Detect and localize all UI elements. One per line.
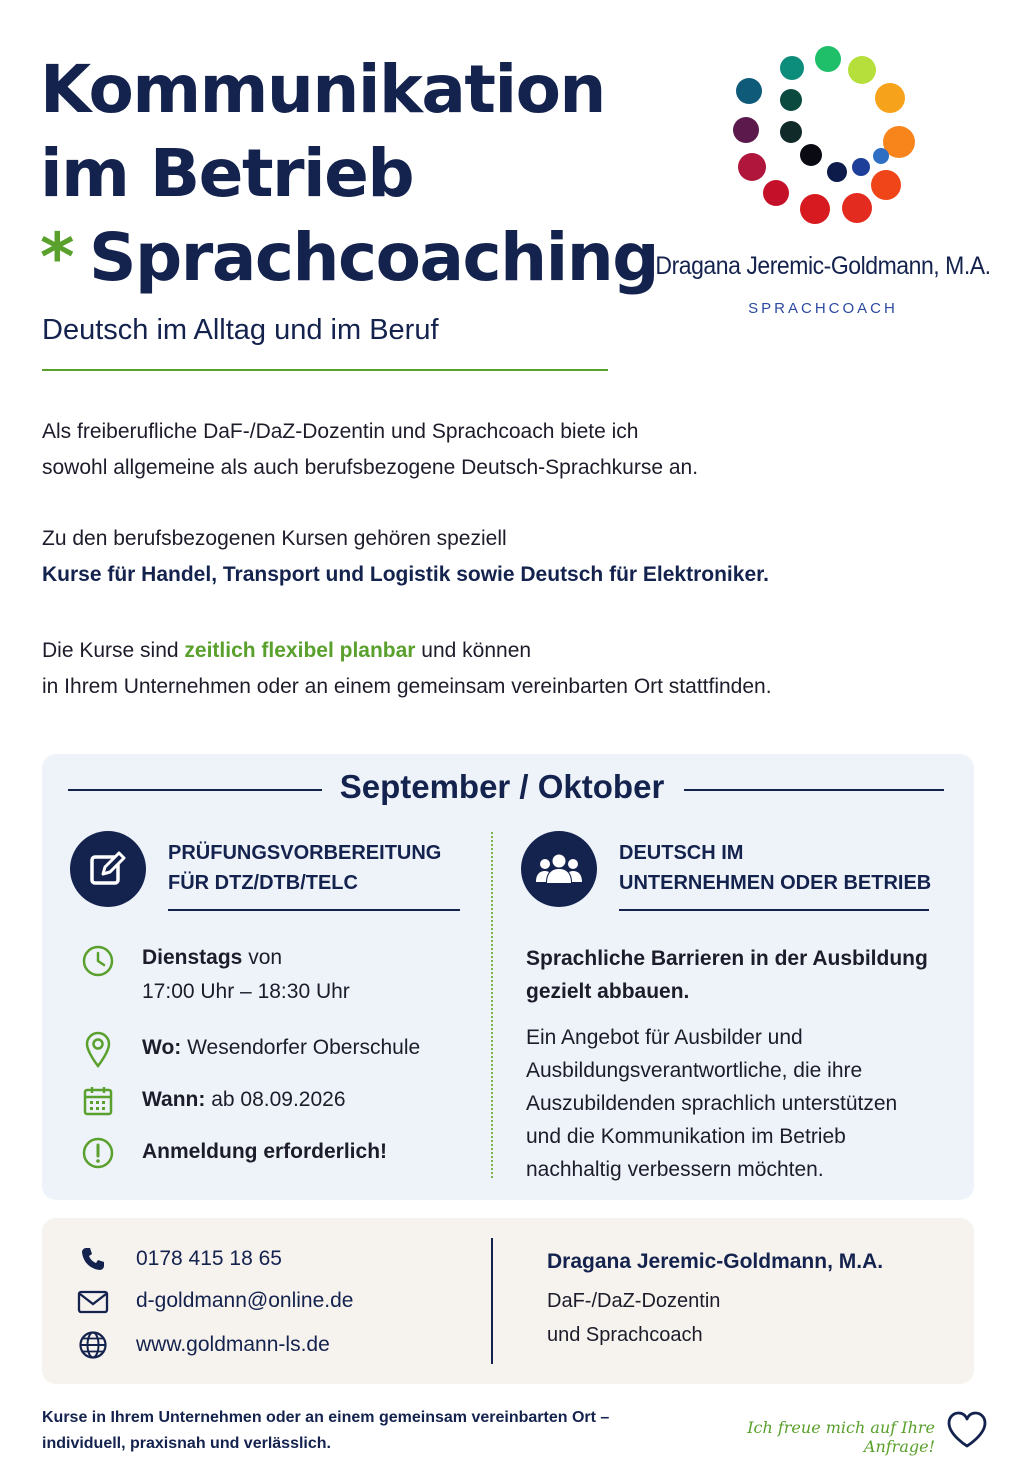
title-line-2: im Betrieb (40, 135, 414, 212)
group-icon (521, 831, 597, 907)
intro-paragraph-1 (42, 414, 698, 486)
intro-p1-line2: sowohl allgemeine als auch berufsbezogene Deutsch-Sprachkurse an. (42, 456, 699, 479)
intro-p2-line2 (42, 557, 769, 593)
title-star: * (40, 219, 74, 296)
title-line-3 (40, 216, 658, 300)
intro-paragraph-3 (42, 633, 772, 705)
period-rule-left (68, 789, 322, 791)
email-link[interactable]: d-goldmann@online.de (136, 1289, 354, 1312)
globe-icon (76, 1330, 110, 1360)
page-title (40, 48, 658, 300)
intro-p2-line1: Zu den berufsbezogenen Kursen gehören speziell (42, 527, 507, 550)
company-course-body-line3: Auszubildenden sprachlich unterstützen (526, 1092, 898, 1115)
contact-role-line1: DaF-/DaZ-Dozentin (547, 1290, 721, 1312)
company-course-heading-rule (619, 909, 929, 911)
company-course-body-line2: Ausbildungsverantwortliche, die ihre (526, 1059, 863, 1082)
company-course-lead-line1: Sprachliche Barrieren in der Ausbildung (526, 947, 928, 970)
date-value: ab 08.09.2026 (205, 1088, 346, 1111)
company-course-heading-line2: UNTERNEHMEN ODER BETRIEB (619, 872, 932, 894)
location-info (142, 1031, 420, 1065)
date-label: Wann: (142, 1088, 206, 1111)
mail-icon (76, 1287, 110, 1317)
website-link[interactable]: www.goldmann-ls.de (136, 1333, 330, 1356)
flexible-highlight: zeitlich flexibel planbar (184, 639, 416, 662)
registration-required: Anmeldung erforderlich! (142, 1140, 388, 1163)
contact-role-line2: und Sprachcoach (547, 1324, 703, 1346)
pencil-square-icon (70, 831, 146, 907)
logo-dots (725, 40, 925, 230)
calendar-icon (80, 1083, 116, 1119)
logo-name: Dragana Jeremic-Goldmann, M.A. (655, 252, 991, 280)
schedule-day-bold: Dienstags (142, 946, 243, 969)
logo-role: SPRACHCOACH (748, 300, 898, 317)
exclamation-icon (80, 1135, 116, 1171)
footer-tagline (42, 1405, 609, 1457)
footer-line1: Kurse in Ihrem Unternehmen oder an einem gemeinsam vereinbarten Ort – (42, 1409, 610, 1426)
date-info (142, 1083, 346, 1117)
title-line-1: Kommunikation (40, 51, 605, 128)
page-subtitle: Deutsch im Alltag und im Beruf (42, 314, 439, 346)
company-course-body-line1: Ein Angebot für Ausbilder und (526, 1026, 803, 1049)
intro-p3-post: und können (415, 639, 532, 662)
phone-icon (76, 1244, 110, 1274)
closing-note: Ich freue mich auf Ihre Anfrage! (747, 1418, 935, 1456)
period-rule-right (684, 789, 944, 791)
intro-paragraph-2 (42, 521, 769, 593)
heart-icon (946, 1410, 988, 1450)
exam-prep-heading-line1: PRÜFUNGSVORBEREITUNG (168, 842, 442, 864)
contact-divider (491, 1238, 493, 1364)
company-course-body-line5: nachhaltig verbessern möchten. (526, 1158, 824, 1181)
exam-prep-heading-rule (168, 909, 460, 911)
company-course-body-line4: und die Kommunikation im Betrieb (526, 1125, 846, 1148)
footer-line2: individuell, praxisnah und verlässlich. (42, 1435, 331, 1452)
company-course-heading (619, 838, 931, 898)
contact-name: Dragana Jeremic-Goldmann, M.A. (547, 1250, 884, 1273)
title-line-3-text: Sprachcoaching (89, 219, 658, 296)
exam-prep-heading-line2: FÜR DTZ/DTB/TELC (168, 872, 358, 894)
company-course-description (526, 1021, 956, 1186)
intro-p3-line1 (42, 633, 772, 669)
title-divider (42, 369, 608, 371)
schedule-day (142, 941, 350, 975)
intro-p3-line2: in Ihrem Unternehmen oder an einem gemeinsam vereinbarten Ort stattfinden. (42, 675, 772, 698)
schedule-day-rest: von (242, 946, 283, 969)
location-pin-icon (80, 1029, 116, 1069)
course-period: September / Oktober (339, 768, 665, 805)
intro-p1-line1: Als freiberufliche DaF-/DaZ-Dozentin und Sprachcoach biete ich (42, 420, 639, 443)
schedule-time: 17:00 Uhr – 18:30 Uhr (142, 980, 350, 1003)
registration-info (142, 1135, 387, 1169)
column-divider (491, 832, 493, 1178)
clock-icon (80, 943, 116, 979)
phone-number[interactable]: 0178 415 18 65 (136, 1247, 282, 1270)
exam-prep-heading (168, 838, 441, 898)
company-course-heading-line1: DEUTSCH IM (619, 842, 744, 864)
company-course-lead (526, 942, 956, 1008)
schedule-info (142, 941, 350, 1009)
company-course-lead-line2: gezielt abbauen. (526, 980, 690, 1003)
intro-p3-pre: Die Kurse sind (42, 639, 185, 662)
location-label: Wo: (142, 1036, 182, 1059)
course-list-highlight: Kurse für Handel, Transport und Logistik sowie Deutsch für Elektroniker. (42, 563, 769, 586)
location-value: Wesendorfer Oberschule (181, 1036, 421, 1059)
